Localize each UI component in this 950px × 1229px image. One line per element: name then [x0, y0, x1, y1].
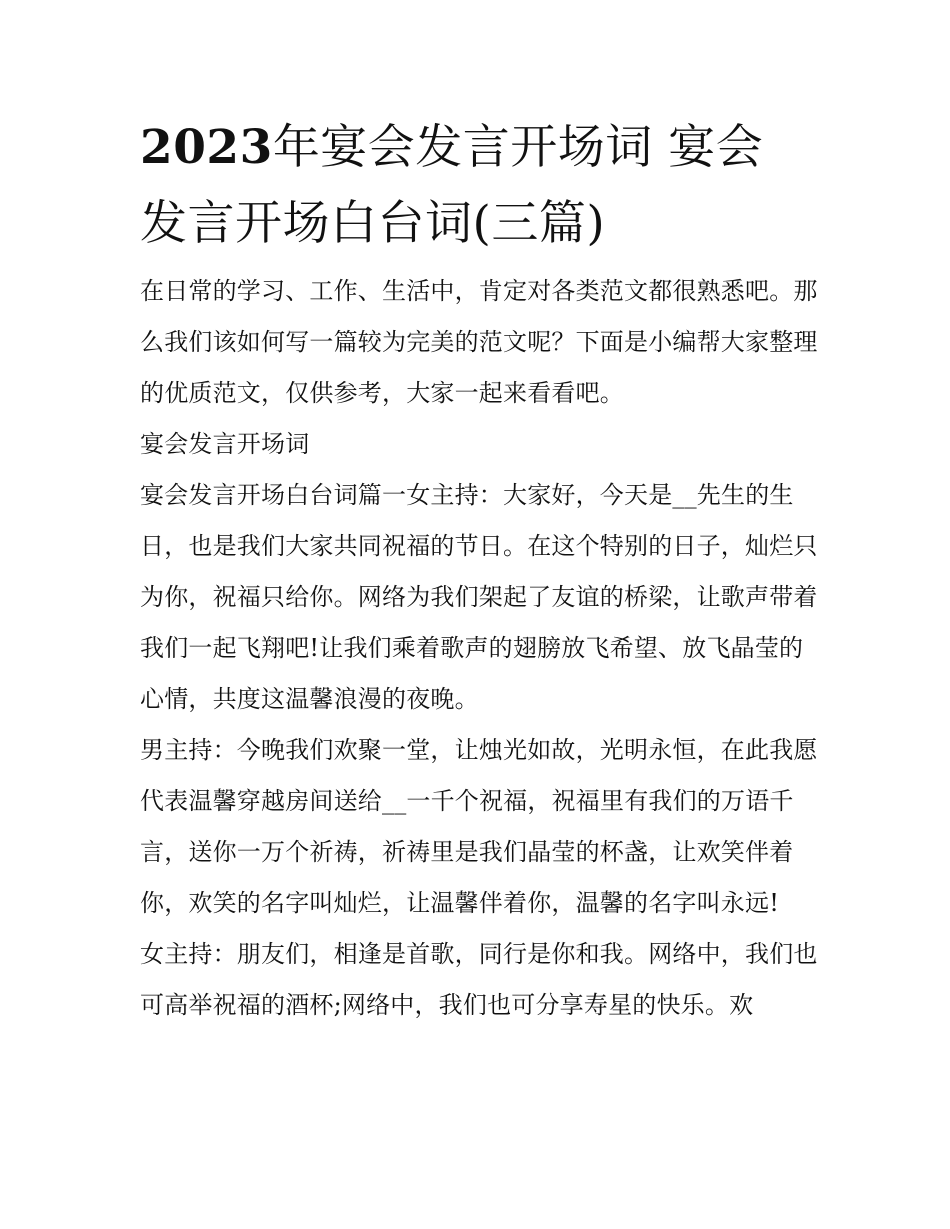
body-paragraph-1: 宴会发言开场白台词篇一女主持：大家好，今天是__先生的生日，也是我们大家共同祝福的节日。在这个特别的日子，灿烂只为你，祝福只给你。网络为我们架起了友谊的桥梁，让歌声带着我们一起飞翔吧!让我们乘着歌声的翅膀放飞希望、放飞晶莹的心情，共度这温馨浪漫的夜晚。: [140, 481, 818, 713]
document-page: [140, 110, 820, 1031]
title-line-1: [140, 120, 763, 175]
title-line-2: 发言开场白台词(三篇): [140, 196, 606, 251]
title-year: 2023: [140, 120, 273, 175]
title-line-1-text: 年宴会发言开场词 宴会: [272, 120, 764, 175]
intro-paragraph: 在日常的学习、工作、生活中，肯定对各类范文都很熟悉吧。那么我们该如何写一篇较为完美的范文呢？下面是小编帮大家整理的优质范文，仅供参考，大家一起来看看吧。: [140, 277, 818, 407]
section-heading: 宴会发言开场词: [140, 430, 310, 458]
document-title: [140, 110, 820, 262]
body-paragraph-3: 女主持：朋友们，相逢是首歌，同行是你和我。网络中，我们也可高举祝福的酒杯;网络中，我们也可分享寿星的快乐。欢: [140, 940, 818, 1019]
body-paragraph-2: 男主持：今晚我们欢聚一堂，让烛光如故，光明永恒，在此我愿代表温馨穿越房间送给__一千个祝福，祝福里有我们的万语千言，送你一万个祈祷，祈祷里是我们晶莹的杯盏，让欢笑伴着你，欢笑的名字叫灿烂，让温馨伴着你，温馨的名字叫永远!: [140, 736, 818, 917]
